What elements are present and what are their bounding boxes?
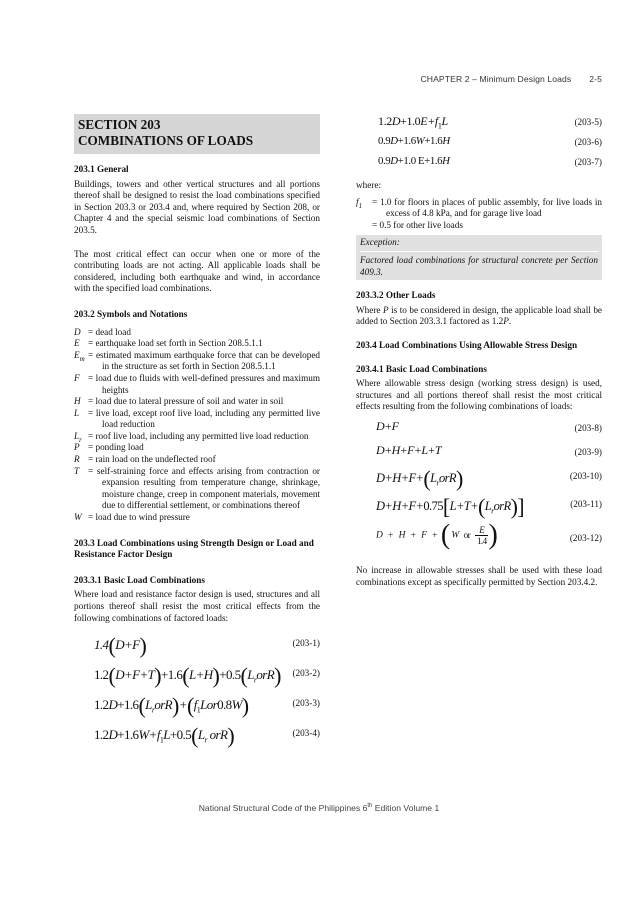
symbol-definition: = load due to wind pressure [88, 512, 190, 523]
equation-203-6: 0.9D+1.6W+1.6H (203-6) [378, 135, 602, 147]
equation-203-2: $1.2(D+F+T)+1.6(L+H)+0.5(L_rorR)$ (203-2) [94, 663, 320, 689]
heading-203-3-1: 203.3.1 Basic Load Combinations [74, 574, 205, 585]
equation-203-11: $D+H+F+0.75[L+T+(L_rorR)]$ (203-11) [376, 493, 602, 519]
paragraph-final: No increase in allowable stresses shall be used with these load combinations except as specifically permitted by Section 203.4.2. [356, 564, 602, 587]
equation-number: (203-10) [569, 470, 602, 481]
equation-203-4: $1.2D+1.6W+f_1L+0.5(L_r$ orR) (203-4) [94, 723, 320, 749]
symbol-row [74, 408, 320, 431]
symbol-key: R [74, 454, 80, 465]
chapter-title: CHAPTER 2 – Minimum Design Loads [420, 74, 572, 84]
equation-number: (203-4) [292, 728, 320, 739]
f1-line-1: = 1.0 for floors in places of public assembly, for live loads in excess of 4.8 kPa, and for garage live load [372, 196, 602, 219]
symbol-row [74, 512, 320, 524]
symbol-definition: = rain load on the undeflected roof [88, 454, 216, 465]
section-title-box [74, 114, 320, 154]
symbol-definition: = roof live load, including any permitted live load reduction [88, 430, 309, 441]
equation-203-7: 0.9D+1.0 E+1.6H (203-7) [378, 155, 602, 167]
equation-number: (203-8) [574, 422, 602, 433]
symbol-key: W [74, 512, 82, 523]
equation-number: (203-9) [574, 446, 602, 457]
equation-number: (203-6) [574, 137, 602, 147]
page-footer: National Structural Code of the Philippines 6th Edition Volume 1 [198, 803, 440, 813]
symbol-row [74, 327, 320, 339]
symbol-row [74, 338, 320, 350]
equation-number: (203-2) [292, 668, 320, 679]
symbol-definition: = self-straining force and effects arising from contraction or expansion resulting from temperature change, shrinkage, moisture change, creep in component materials, movement due to differential settlement, or combinations thereof [88, 465, 320, 511]
symbol-row [74, 454, 320, 466]
symbol-key: $E_m$ [74, 349, 85, 363]
page-header [420, 74, 602, 84]
symbol-definition: = earthquake load set forth in Section 208.5.1.1 [88, 338, 263, 349]
symbol-key: F [74, 372, 80, 383]
symbol-definition: = load due to fluids with well-defined pressures and maximum heights [88, 372, 320, 395]
symbol-row [74, 466, 320, 512]
exception-text: Factored load combinations for structural concrete per Section 409.3. [360, 254, 598, 277]
general-paragraph-2: The most critical effect can occur when one or more of the contributing loads are not acting. All applicable loads shall be considered, including both earthquake and wind, in accordance with the specified load combinations. [74, 248, 320, 294]
equation-number: (203-12) [569, 532, 602, 543]
symbol-definition: = dead load [88, 326, 131, 337]
equation-203-12: D + H + F + ( W or $\frac{E}{1.4}$ ) (203-12) [376, 519, 602, 551]
equation-203-10: $D+H+F+(L_rorR)$ (203-10) [376, 465, 602, 491]
equation-number: (203-3) [292, 698, 320, 709]
equation-203-9: D+H+F+L+T (203-9) [376, 442, 602, 457]
where-label: where: [356, 180, 381, 190]
symbol-key: T [74, 465, 80, 476]
page-number: 2-5 [589, 74, 602, 84]
equation-number: (203-5) [574, 117, 602, 127]
heading-203-1: 203.1 General [74, 164, 129, 174]
left-column [74, 114, 320, 748]
equation-203-3: $1.2D+1.6(L_rorR)+(f_1Lor0.8W)$ (203-3) [94, 693, 320, 719]
symbol-key: $L_r$ [74, 430, 82, 444]
equation-number: (203-11) [570, 498, 602, 509]
paragraph-203-4-1: Where allowable stress design (working stress design) is used, structures and all portions thereof shall resist the most critical effects resulting from the following combinations of loads: [356, 378, 602, 412]
symbol-definition: = estimated maximum earthquake force that can be developed in the structure as set forth in Section 208.5.1.1 [88, 349, 320, 372]
section-title: COMBINATIONS OF LOADS [78, 133, 254, 148]
general-paragraph-1: Buildings, towers and other vertical structures and all portions thereof shall be designed to resist the load combinations specified in Section 203.3 or 203.4 and, where required by Section 208, or Chapter 4 and the special seismic load combinations of Section 203.5. [74, 178, 320, 235]
symbol-row [74, 350, 320, 373]
right-column [356, 114, 602, 588]
symbol-key: P [74, 442, 80, 453]
symbol-key: H [74, 396, 81, 407]
symbol-definition: = load due to lateral pressure of soil and water in soil [88, 396, 284, 407]
heading-203-4-1: 203.4.1 Basic Load Combinations [356, 363, 487, 374]
paragraph-203-3-1: Where load and resistance factor design is used, structures and all portions thereof shall resist the most critical effects from the following combinations of factored loads: [74, 589, 320, 623]
equation-203-1: 1.4(D+F) (203-1) [94, 633, 320, 659]
symbols-list [74, 327, 320, 524]
equation-203-5: $1.2D+1.0E+f_1L$ (203-5) [378, 114, 602, 131]
paragraph-203-3-2: Where P is to be considered in design, the applicable load shall be added to Section 203.3.1 factored as 1.2P. [356, 304, 602, 327]
f1-line-2: = 0.5 for other live loads [372, 219, 463, 230]
heading-203-3-2: 203.3.2 Other Loads [356, 290, 436, 301]
heading-203-4: 203.4 Load Combinations Using Allowable Stress Design [356, 339, 578, 350]
exception-box [356, 235, 602, 280]
symbol-row [74, 396, 320, 408]
equation-number: (203-1) [292, 638, 320, 649]
symbol-key: D [74, 326, 81, 337]
section-number: SECTION 203 [78, 117, 161, 132]
symbol-definition: = ponding load [88, 442, 144, 453]
symbol-key: E [74, 338, 80, 349]
heading-203-2: 203.2 Symbols and Notations [74, 308, 188, 319]
symbol-definition: = live load, except roof live load, including any permitted live load reduction [88, 407, 320, 430]
heading-203-3: 203.3 Load Combinations using Strength Design or Load and Resistance Factor Design [74, 537, 314, 560]
symbol-key: L [74, 407, 80, 418]
symbol-row [74, 431, 320, 443]
f1-definition: $f_1$ = 1.0 for floors in places of public assembly, for live loads in excess of 4.8 kPa, and for garage live load = 0.5 for other live loads [356, 196, 602, 230]
equation-number: (203-7) [574, 157, 602, 167]
symbol-row [74, 442, 320, 454]
symbol-row [74, 373, 320, 396]
equation-203-8: D+F (203-8) [376, 418, 602, 433]
exception-title: Exception: [360, 237, 598, 252]
